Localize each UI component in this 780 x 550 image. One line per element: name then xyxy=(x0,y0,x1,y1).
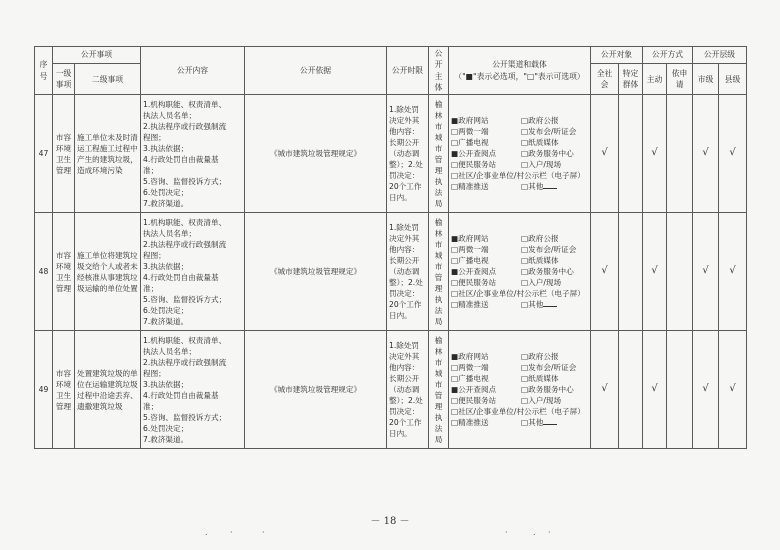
channel-option: □发布会/听证会 xyxy=(521,127,577,137)
content-line: 程图； xyxy=(143,250,166,260)
content-line: 4.行政处罚自由裁量基 xyxy=(143,272,219,282)
cell-seq: 47 xyxy=(35,95,53,213)
header-level: 公开层级 xyxy=(693,47,747,64)
channel-option: □政府公报 xyxy=(521,234,559,244)
cell-method-apply xyxy=(667,95,693,213)
channel-option-other: □其他 xyxy=(521,181,588,192)
cell-level1: 市容环境卫生管理 xyxy=(53,331,75,449)
cell-method-apply xyxy=(667,213,693,331)
cell-level2: 处置建筑垃圾的单位在运输建筑垃圾过程中沿途丢弃、遗撒建筑垃圾 xyxy=(75,331,141,449)
header-method-apply: 依申请 xyxy=(667,64,693,95)
content-line: 准； xyxy=(143,283,159,293)
header-time: 公开时限 xyxy=(387,47,429,95)
cell-level-county: √ xyxy=(719,213,747,331)
channel-option: □政务服务中心 xyxy=(521,267,574,277)
cell-level-city: √ xyxy=(693,95,719,213)
cell-level1: 市容环境卫生管理 xyxy=(53,95,75,213)
content-line: 1.机构职能、权责清单、 xyxy=(143,335,227,345)
header-obj-all: 全社会 xyxy=(591,64,619,95)
content-line: 3.执法依据； xyxy=(143,379,189,389)
cell-content xyxy=(141,95,245,213)
cell-time: 1.除处罚决定外其他内容：长期公开（动态调整）；2.处罚决定：20个工作日内。 xyxy=(387,331,429,449)
header-obj-special: 特定群体 xyxy=(619,64,643,95)
cell-channel xyxy=(449,95,591,213)
content-line: 4.行政处罚自由裁量基 xyxy=(143,390,219,400)
header-basis: 公开依据 xyxy=(245,47,387,95)
scan-specks: . · · · . · xyxy=(205,528,551,537)
channel-option: ■政府网站 xyxy=(451,352,489,362)
channel-option: □便民服务站 xyxy=(451,278,497,288)
channel-option: □纸质媒体 xyxy=(521,374,559,384)
channel-option-wide: □社区/企事业单位/村公示栏（电子屏） xyxy=(451,289,585,299)
blank-line xyxy=(543,417,557,425)
channel-option: ■公开查阅点 xyxy=(451,385,497,395)
cell-level-county: √ xyxy=(719,95,747,213)
cell-obj-special xyxy=(619,213,643,331)
cell-channel xyxy=(449,213,591,331)
channel-option: □纸质媒体 xyxy=(521,138,559,148)
cell-obj-all: √ xyxy=(591,331,619,449)
cell-level-county: √ xyxy=(719,331,747,449)
disclosure-table xyxy=(34,46,747,449)
cell-seq: 48 xyxy=(35,213,53,331)
cell-level-city: √ xyxy=(693,213,719,331)
channel-option: □精准推送 xyxy=(451,300,489,310)
cell-content xyxy=(141,331,245,449)
cell-subject: 榆林市城市管理执法局 xyxy=(429,95,449,213)
header-object: 公开对象 xyxy=(591,47,643,64)
content-line: 3.执法依据； xyxy=(143,261,189,271)
channel-option: □精准推送 xyxy=(451,182,489,192)
channel-option-wide: □社区/企事业单位/村公示栏（电子屏） xyxy=(451,407,585,417)
channel-option: □便民服务站 xyxy=(451,160,497,170)
content-line: 6.处罚决定； xyxy=(143,305,189,315)
content-line: 2.执法程序或行政强制流 xyxy=(143,121,227,131)
content-line: 准； xyxy=(143,165,159,175)
cell-level2: 施工单位未及时清运工程施工过程中产生的建筑垃圾，造成环境污染 xyxy=(75,95,141,213)
table-row xyxy=(35,213,747,331)
table-row xyxy=(35,331,747,449)
content-line: 6.处罚决定； xyxy=(143,423,189,433)
header-level2: 二级事项 xyxy=(75,64,141,95)
cell-subject: 榆林市城市管理执法局 xyxy=(429,331,449,449)
channel-option: □精准推送 xyxy=(451,418,489,428)
content-line: 1.机构职能、权责清单、 xyxy=(143,99,227,109)
cell-level2: 施工单位将建筑垃圾交给个人或者未经核准从事建筑垃圾运输的单位处置 xyxy=(75,213,141,331)
channel-option: □广播电视 xyxy=(451,374,489,384)
content-line: 程图； xyxy=(143,132,166,142)
content-line: 5.咨询、监督投诉方式； xyxy=(143,294,227,304)
cell-obj-special xyxy=(619,331,643,449)
channel-option-other: □其他 xyxy=(521,417,588,428)
header-channel-note: （"■"表示必选项，"□"表示可选项） xyxy=(454,71,585,81)
cell-basis: 《城市建筑垃圾管理规定》 xyxy=(245,95,387,213)
channel-option: □发布会/听证会 xyxy=(521,363,577,373)
channel-option-other: □其他 xyxy=(521,299,588,310)
cell-method-active: √ xyxy=(643,213,667,331)
header-content: 公开内容 xyxy=(141,47,245,95)
header-subject: 公开主体 xyxy=(429,47,449,95)
table-row xyxy=(35,95,747,213)
header-method: 公开方式 xyxy=(643,47,693,64)
content-line: 6.处罚决定； xyxy=(143,187,189,197)
cell-time: 1.除处罚决定外其他内容：长期公开（动态调整）；2.处罚决定：20个工作日内。 xyxy=(387,95,429,213)
cell-method-active: √ xyxy=(643,331,667,449)
cell-method-active: √ xyxy=(643,95,667,213)
header-items: 公开事项 xyxy=(53,47,141,64)
channel-option: ■公开查阅点 xyxy=(451,149,497,159)
channel-option: □入户/现场 xyxy=(521,278,562,288)
content-line: 5.咨询、监督投诉方式； xyxy=(143,176,227,186)
content-line: 7.救济渠道。 xyxy=(143,316,189,326)
content-line: 执法人员名单； xyxy=(143,346,197,356)
channel-option: □发布会/听证会 xyxy=(521,245,577,255)
channel-option: □两微一端 xyxy=(451,363,489,373)
content-line: 5.咨询、监督投诉方式； xyxy=(143,412,227,422)
header-channel-title: 公开渠道和载体 xyxy=(492,60,547,70)
cell-method-apply xyxy=(667,331,693,449)
channel-option: □入户/现场 xyxy=(521,396,562,406)
content-line: 准； xyxy=(143,401,159,411)
cell-level-city: √ xyxy=(693,331,719,449)
header-seq: 序号 xyxy=(35,47,53,95)
cell-obj-all: √ xyxy=(591,95,619,213)
header-level1: 一级事项 xyxy=(53,64,75,95)
cell-obj-special xyxy=(619,95,643,213)
cell-content xyxy=(141,213,245,331)
channel-option: □入户/现场 xyxy=(521,160,562,170)
content-line: 2.执法程序或行政强制流 xyxy=(143,239,227,249)
channel-option: □政务服务中心 xyxy=(521,385,574,395)
content-line: 3.执法依据； xyxy=(143,143,189,153)
cell-time: 1.除处罚决定外其他内容：长期公开（动态调整）；2.处罚决定：20个工作日内。 xyxy=(387,213,429,331)
channel-option: ■政府网站 xyxy=(451,116,489,126)
cell-obj-all: √ xyxy=(591,213,619,331)
header-channel xyxy=(449,47,591,95)
content-line: 1.机构职能、权责清单、 xyxy=(143,217,227,227)
header-level-city: 市级 xyxy=(693,64,719,95)
cell-basis: 《城市建筑垃圾管理规定》 xyxy=(245,213,387,331)
channel-option: □两微一端 xyxy=(451,127,489,137)
cell-channel xyxy=(449,331,591,449)
content-line: 4.行政处罚自由裁量基 xyxy=(143,154,219,164)
cell-subject: 榆林市城市管理执法局 xyxy=(429,213,449,331)
channel-option: □政府公报 xyxy=(521,116,559,126)
cell-basis: 《城市建筑垃圾管理规定》 xyxy=(245,331,387,449)
content-line: 执法人员名单； xyxy=(143,228,197,238)
channel-option: □纸质媒体 xyxy=(521,256,559,266)
content-line: 程图； xyxy=(143,368,166,378)
channel-option: ■公开查阅点 xyxy=(451,267,497,277)
blank-line xyxy=(543,299,557,307)
blank-line xyxy=(543,181,557,189)
header-method-active: 主动 xyxy=(643,64,667,95)
channel-option: ■政府网站 xyxy=(451,234,489,244)
channel-option: □政务服务中心 xyxy=(521,149,574,159)
cell-level1: 市容环境卫生管理 xyxy=(53,213,75,331)
header-level-county: 县级 xyxy=(719,64,747,95)
page-number: － 18 － xyxy=(370,516,410,527)
content-line: 7.救济渠道。 xyxy=(143,198,189,208)
channel-option: □两微一端 xyxy=(451,245,489,255)
channel-option: □政府公报 xyxy=(521,352,559,362)
channel-option-wide: □社区/企事业单位/村公示栏（电子屏） xyxy=(451,171,585,181)
content-line: 执法人员名单； xyxy=(143,110,197,120)
channel-option: □广播电视 xyxy=(451,256,489,266)
content-line: 7.救济渠道。 xyxy=(143,434,189,444)
channel-option: □广播电视 xyxy=(451,138,489,148)
channel-option: □便民服务站 xyxy=(451,396,497,406)
content-line: 2.执法程序或行政强制流 xyxy=(143,357,227,367)
cell-seq: 49 xyxy=(35,331,53,449)
